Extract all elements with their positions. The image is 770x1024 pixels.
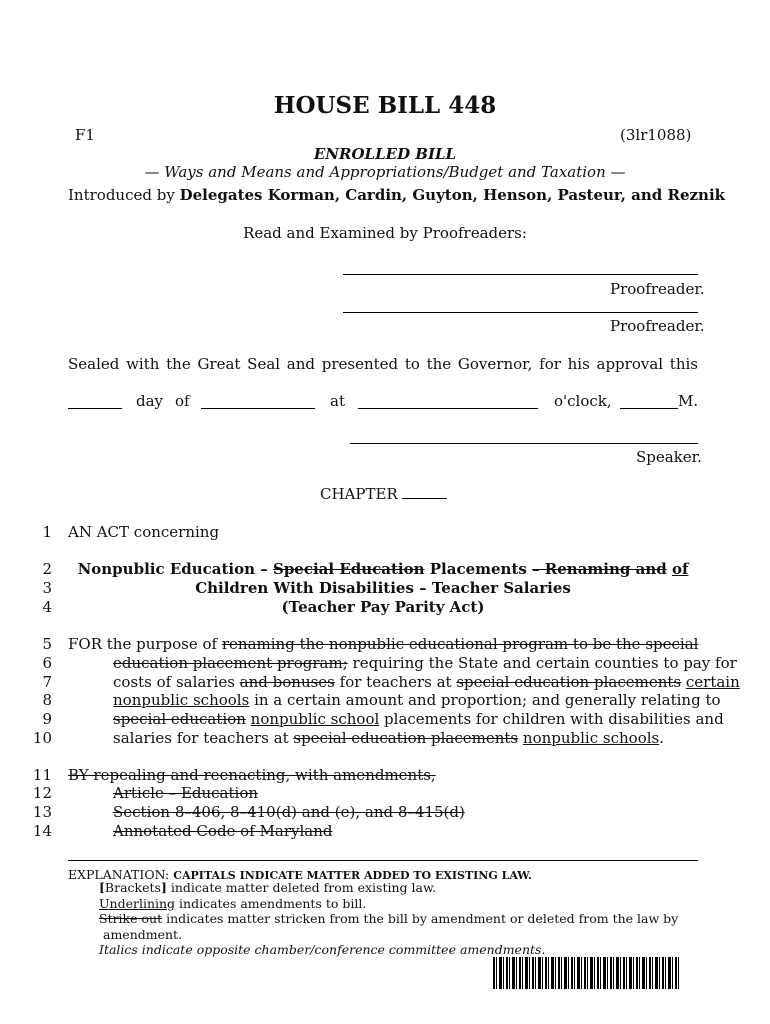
purpose-line-6 [113,654,737,672]
speaker-label: Speaker. [636,448,702,466]
purpose-inserted-text: nonpublic schools [522,729,660,747]
m-label: M. [678,392,699,410]
title-inserted-of: of [671,560,689,578]
purpose-struck-text: special education [113,710,246,728]
purpose-line-10 [113,729,664,747]
purpose-struck-text: education placement program; [113,654,348,672]
purpose-text: salaries for teachers at [113,729,294,747]
act-title-line-3: Children With Disabilities – Teacher Salaries [195,579,571,597]
explanation-strike [99,911,678,926]
brackets-description: indicate matter deleted from existing law. [166,880,437,895]
repeal-struck-text: Section 8–406, 8–410(d) and (e), and 8–415(d) [113,803,465,821]
explanation-rule [68,860,698,861]
strike-out-word: Strike out [99,911,163,926]
proofreader-signature-line-1 [343,274,698,275]
line-number-1: 1 [42,523,52,541]
purpose-struck-text: special education placements [456,673,682,691]
explanation-strike-continued: amendment. [103,927,183,942]
barcode-image [493,957,680,989]
line-number-7: 7 [42,673,52,691]
repeal-line-14 [113,822,333,840]
repeal-struck-text: Annotated Code of Maryland [113,822,333,840]
proofreader-label-2: Proofreader. [610,317,705,335]
explanation-capitals: CAPITALS INDICATE MATTER ADDED TO EXISTING LAW. [173,869,532,882]
line-number-8: 8 [42,691,52,709]
line-number-6: 6 [42,654,52,672]
purpose-line-7 [113,673,740,691]
line-number-12: 12 [32,784,52,802]
sealed-statement: Sealed with the Great Seal and presented to the Governor, for his approval this [68,355,698,373]
purpose-struck-text: special education placements [293,729,519,747]
title-text: Nonpublic Education – [77,560,273,578]
purpose-text: placements for children with disabilities and [379,710,724,728]
bracket-close: ] [160,880,167,895]
day-label: day [136,392,164,410]
line-number-2: 2 [42,560,52,578]
drafting-number: (3lr1088) [620,126,692,144]
chapter-heading [320,485,447,503]
brackets-word: Brackets [104,880,161,895]
chapter-blank [402,498,447,499]
an-act-concerning: AN ACT concerning [68,523,220,541]
line-number-13: 13 [32,803,52,821]
proofreader-signature-line-2 [343,312,698,313]
explanation-brackets [99,880,436,895]
sponsor-names: Delegates Korman, Cardin, Guyton, Henson, Pasteur, and Reznik [179,186,726,204]
of-label: of [175,392,190,410]
purpose-struck-text: renaming the nonpublic educational program to be the special [221,635,699,653]
proofreader-label-1: Proofreader. [610,280,705,298]
purpose-line-5 [68,635,698,653]
time-blank [358,408,538,409]
purpose-text: requiring the State and certain counties to pay for [347,654,737,672]
read-examined-label: Read and Examined by Proofreaders: [243,224,527,242]
repeal-line-11 [68,766,436,784]
underlining-word: Underlining [99,896,176,911]
purpose-text: FOR the purpose of [68,635,222,653]
line-number-5: 5 [42,635,52,653]
line-number-3: 3 [42,579,52,597]
enrolled-bill-label: ENROLLED BILL [313,145,457,163]
line-number-9: 9 [42,710,52,728]
purpose-inserted-text: nonpublic school [250,710,380,728]
purpose-text: costs of salaries [113,673,240,691]
month-blank [201,408,315,409]
act-title-line-2 [68,560,698,578]
purpose-struck-text: and bonuses [239,673,335,691]
purpose-text: for teachers at [334,673,457,691]
introduced-by [68,186,725,204]
introduced-prefix: Introduced by [68,186,180,204]
purpose-inserted-text: certain [685,673,740,691]
meridiem-blank [620,408,678,409]
title-text-placements: Placements [424,560,533,578]
line-number-14: 14 [32,822,52,840]
repeal-line-12 [113,784,258,802]
underlining-description: indicates amendments to bill. [175,896,367,911]
at-label: at [330,392,345,410]
purpose-line-9 [113,710,724,728]
line-number-10: 10 [32,729,52,747]
purpose-line-8 [113,691,721,709]
title-struck-special-education: Special Education [272,560,425,578]
purpose-text: in a certain amount and proportion; and generally relating to [249,691,721,709]
speaker-signature-line [350,443,698,444]
oclock-label: o'clock, [554,392,612,410]
explanation-italics: Italics indicate opposite chamber/conference committee amendments. [99,942,546,957]
explanation-label: EXPLANATION: [68,867,174,882]
explanation-underlining [99,896,366,911]
repeal-struck-text: BY repealing and reenacting, with amendments, [68,766,436,784]
strike-description: indicates matter stricken from the bill by amendment or deleted from the law by [162,911,679,926]
subject-code: F1 [75,126,95,144]
bracket-open: [ [99,880,105,895]
committees: — Ways and Means and Appropriations/Budget and Taxation — [144,163,626,181]
purpose-text: . [659,729,664,747]
line-number-11: 11 [32,766,52,784]
act-short-title: (Teacher Pay Parity Act) [281,598,485,616]
title-struck-renaming: – Renaming and [532,560,667,578]
day-blank [68,408,122,409]
bill-title: HOUSE BILL 448 [273,92,497,119]
chapter-label: CHAPTER [320,485,398,503]
repeal-struck-text: Article – Education [113,784,259,802]
line-number-4: 4 [42,598,52,616]
repeal-line-13 [113,803,465,821]
purpose-inserted-text: nonpublic schools [113,691,250,709]
